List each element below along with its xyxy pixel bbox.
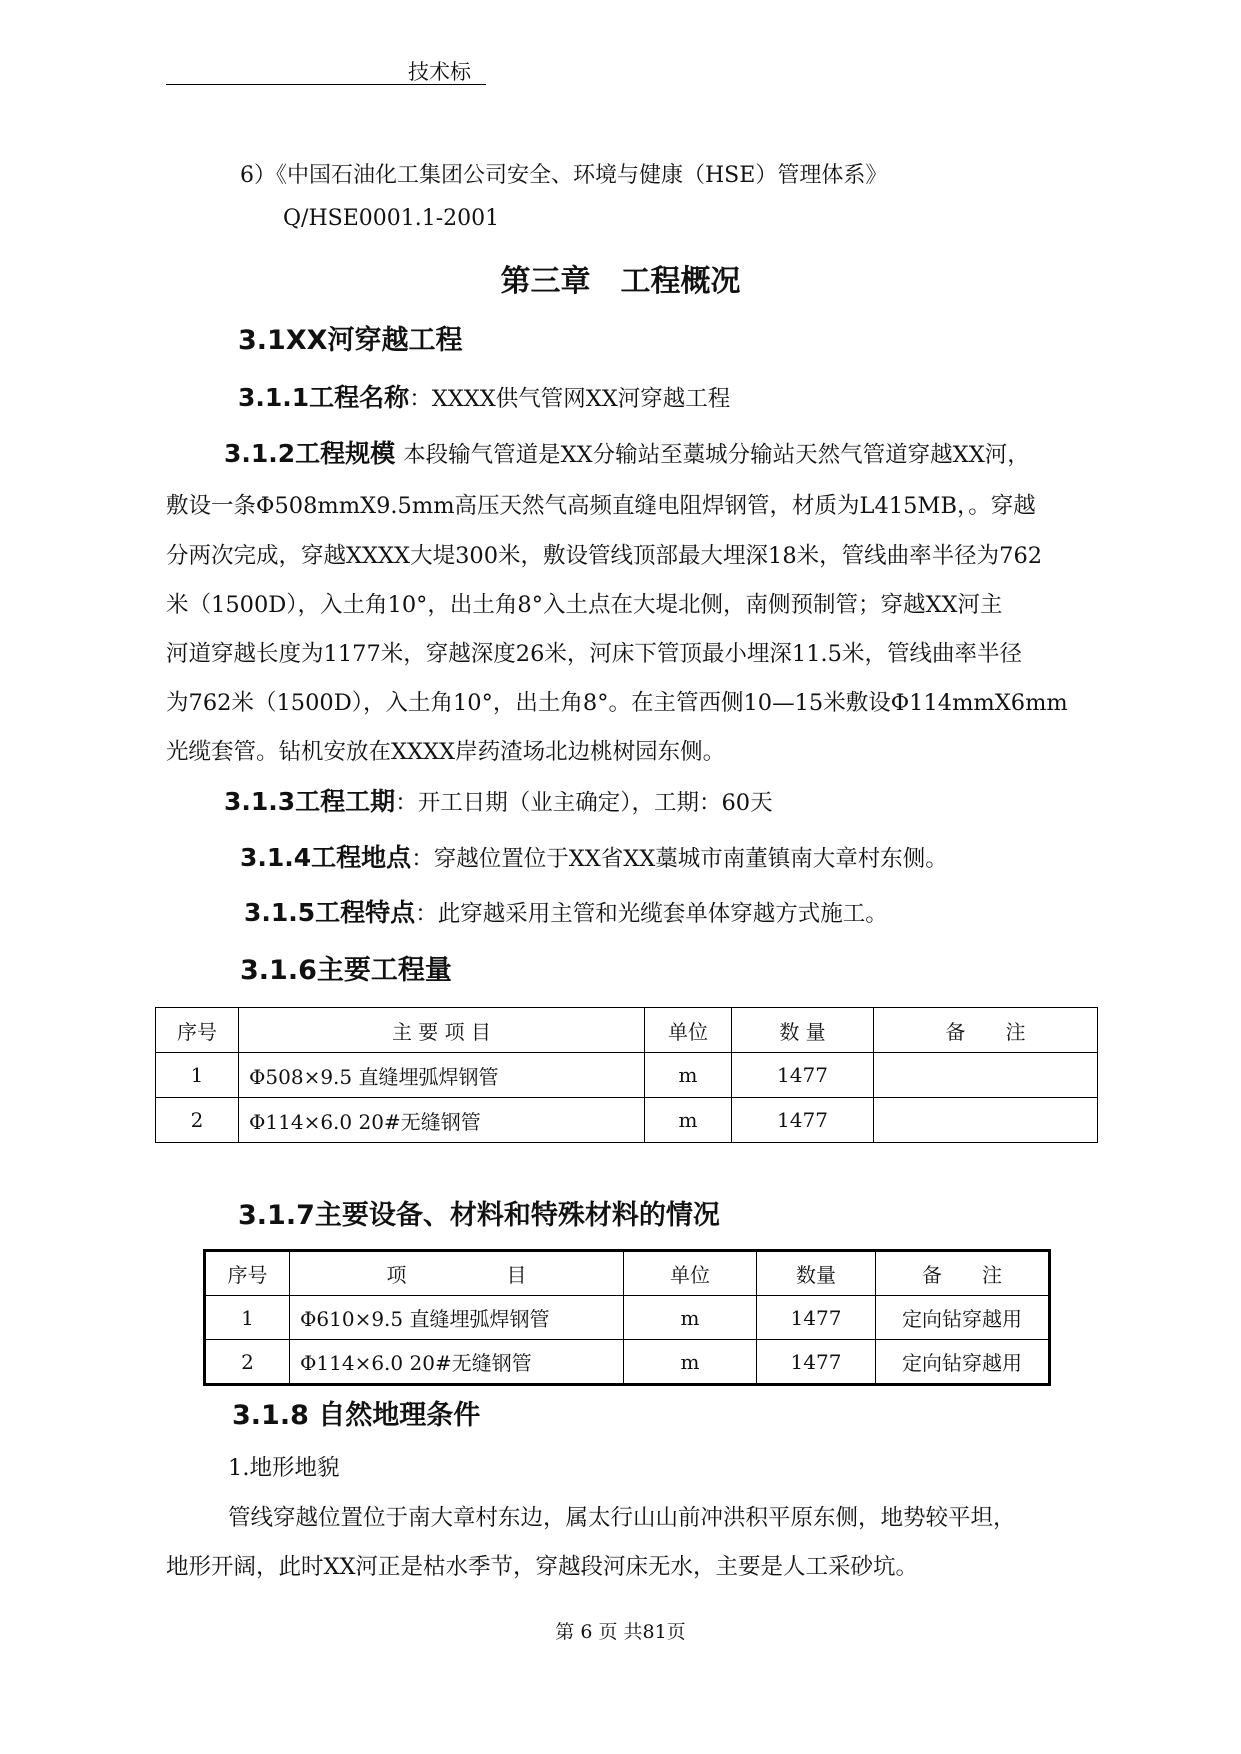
subsection-text: ：此穿越采用主管和光缆套单体穿越方式施工。 [415, 901, 888, 927]
subsection-3-1-1 [238, 378, 730, 414]
paragraph-line: 分两次完成，穿越XXXX大堤300米，敷设管线顶部最大埋深18米，管线曲率半径为762 [166, 543, 1043, 569]
table-header-row [156, 1008, 1098, 1053]
subsection-text: ：穿越位置位于XX省XX藁城市南董镇南大章村东侧。 [411, 846, 948, 872]
subsection-3-1-2 [224, 434, 1030, 470]
page-number: 第 6 页 共81页 [555, 1621, 686, 1643]
table-header-cell: 序号 [156, 1008, 239, 1053]
table-cell: 定向钻穿越用 [876, 1296, 1050, 1340]
table-cell: 2 [156, 1098, 239, 1143]
paragraph-line: 本段输气管道是XX分输站至藁城分输站天然气管道穿越XX河， [403, 442, 1030, 468]
paragraph-line: 为762米（1500D），入土角10°，出土角8°。在主管西侧10—15米敷设Φ114mmX6mm [166, 690, 1068, 716]
table-header-cell: 备 注 [876, 1251, 1050, 1296]
table-cell: 1477 [757, 1296, 876, 1340]
table-cell: m [645, 1098, 732, 1143]
chapter-title: 第三章 工程概况 [500, 264, 741, 299]
table-header-cell: 单位 [645, 1008, 732, 1053]
subsection-3-1-4 [240, 838, 948, 874]
table-cell: 1 [205, 1296, 290, 1340]
subsection-title-3-1-8: 3.1.8 自然地理条件 [232, 1400, 481, 1431]
table-cell [874, 1053, 1098, 1098]
equipment-materials-table [203, 1249, 1051, 1386]
table-header-cell: 序号 [205, 1251, 290, 1296]
table-row [156, 1098, 1098, 1143]
subsection-text: ：开工日期（业主确定），工期：60天 [395, 790, 773, 816]
subsection-3-1-3 [224, 782, 773, 818]
subsection-label: 3.1.3工程工期 [224, 787, 396, 816]
table-header-cell: 项 目 [290, 1251, 624, 1296]
subsection-text: ：XXXX供气管网XX河穿越工程 [409, 386, 731, 412]
table-cell: m [624, 1296, 757, 1340]
table-header-row [205, 1251, 1050, 1296]
table-header-cell: 主 要 项 目 [239, 1008, 645, 1053]
table-cell: 1477 [757, 1340, 876, 1385]
table-cell: 定向钻穿越用 [876, 1340, 1050, 1385]
table-header-cell: 单位 [624, 1251, 757, 1296]
table-cell: Φ114×6.0 20#无缝钢管 [239, 1098, 645, 1143]
main-quantities-table [155, 1007, 1098, 1143]
subsection-label: 3.1.2工程规模 [224, 439, 396, 468]
table-cell: 1477 [732, 1053, 874, 1098]
table-cell: 1 [156, 1053, 239, 1098]
header-rule [166, 84, 486, 85]
paragraph-line: 敷设一条Φ508mmX9.5mm高压天然气高频直缝电阻焊钢管，材质为L415MB，。穿越 [166, 493, 1036, 519]
table-cell: m [645, 1053, 732, 1098]
table-row [205, 1340, 1050, 1385]
paragraph-line: 光缆套管。钻机安放在XXXX岸药渣场北边桃树园东侧。 [166, 739, 726, 765]
table-cell [874, 1098, 1098, 1143]
subsection-3-1-5 [244, 893, 888, 929]
header-title: 技术标 [408, 60, 471, 84]
table-cell: Φ610×9.5 直缝埋弧焊钢管 [290, 1296, 624, 1340]
paragraph-line: 米（1500D），入土角10°，出土角8°入土点在大堤北侧，南侧预制管；穿越XX河主 [166, 592, 1003, 618]
section-title-3-1: 3.1XX河穿越工程 [238, 325, 463, 356]
reference-item-6: 6）《中国石油化工集团公司安全、环境与健康（HSE）管理体系》 [240, 163, 888, 188]
subsection-label: 3.1.1工程名称 [238, 383, 410, 412]
subsection-title-3-1-6: 3.1.6主要工程量 [240, 955, 452, 986]
table-cell: Φ508×9.5 直缝埋弧焊钢管 [239, 1053, 645, 1098]
paragraph-line: 地形开阔，此时XX河正是枯水季节，穿越段河床无水，主要是人工采砂坑。 [166, 1554, 919, 1580]
table-header-cell: 数 量 [732, 1008, 874, 1053]
table-header-cell: 数量 [757, 1251, 876, 1296]
table-row [156, 1053, 1098, 1098]
subsection-title-3-1-7: 3.1.7主要设备、材料和特殊材料的情况 [238, 1200, 720, 1231]
reference-item-6-code: Q/HSE0001.1-2001 [283, 206, 500, 231]
table-header-cell: 备 注 [874, 1008, 1098, 1053]
table-row [205, 1296, 1050, 1340]
table-cell: 1477 [732, 1098, 874, 1143]
table-cell: 2 [205, 1340, 290, 1385]
paragraph-line: 河道穿越长度为1177米，穿越深度26米，河床下管顶最小埋深11.5米，管线曲率半径 [166, 641, 1022, 667]
subsection-label: 3.1.4工程地点 [240, 843, 412, 872]
paragraph-line: 管线穿越位置位于南大章村东边，属太行山山前冲洪积平原东侧，地势较平坦， [228, 1505, 1016, 1531]
table-cell: m [624, 1340, 757, 1385]
subsection-label: 3.1.5工程特点 [244, 898, 416, 927]
sub-heading-terrain: 1.地形地貌 [228, 1455, 340, 1481]
table-cell: Φ114×6.0 20#无缝钢管 [290, 1340, 624, 1385]
